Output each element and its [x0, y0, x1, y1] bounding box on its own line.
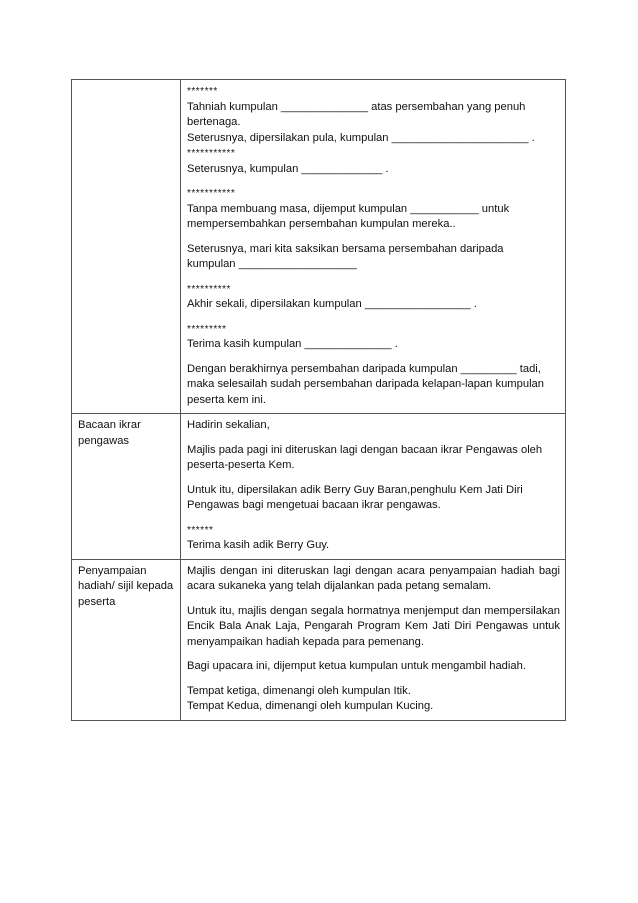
program-table [71, 79, 566, 721]
text-line: Hadirin sekalian, [187, 419, 270, 431]
separator-stars: *********** [187, 148, 236, 159]
text-line: Tanpa membuang masa, dijemput kumpulan ___________ untuk [187, 202, 510, 215]
text-line: Majlis pada pagi ini diteruskan lagi dengan bacaan ikrar Pengawas oleh [187, 443, 543, 456]
paragraph [187, 322, 560, 353]
paragraph [187, 362, 560, 409]
paragraph [187, 523, 560, 554]
text-line: Seterusnya, kumpulan _____________ . [187, 162, 389, 175]
text-line: Majlis dengan ini diteruskan lagi dengan acara penyampaian hadiah bagi acara sukaneka yang telah dijalankan pada petang semalam. [187, 564, 560, 592]
text-line: Untuk itu, dipersilakan adik Berry Guy Baran,penghulu Kem Jati Diri [187, 483, 523, 496]
text-line: Bagi upacara ini, dijemput ketua kumpulan untuk mengambil hadiah. [187, 660, 526, 672]
text-line: Terima kasih kumpulan ______________ . [187, 338, 398, 350]
paragraph [187, 443, 560, 474]
separator-stars: ****** [187, 524, 214, 536]
text-line: maka selesailah sudah persembahan daripada kelapan-lapan kumpulan [187, 378, 544, 390]
row-content-cell [181, 414, 566, 560]
table-row [72, 80, 566, 414]
paragraph [187, 659, 560, 675]
text-line: mempersembahkan persembahan kumpulan mereka.. [187, 218, 456, 230]
text-line: bertenaga. [187, 116, 241, 128]
text-line: Tahniah kumpulan ______________ atas persembahan yang penuh [187, 100, 526, 113]
text-line: Akhir sekali, dipersilakan kumpulan _________________ . [187, 298, 477, 310]
paragraph [187, 684, 560, 715]
separator-stars: ********* [187, 323, 227, 335]
paragraph [187, 483, 560, 514]
paragraph [187, 564, 560, 595]
text-line: Seterusnya, dipersilakan pula, kumpulan ______________________ . [187, 131, 535, 144]
text-line: Tempat Kedua, dimenangi oleh kumpulan Kucing. [187, 700, 434, 712]
separator-stars: ********** [187, 283, 231, 295]
row-content-cell [181, 80, 566, 414]
text-line: peserta-peserta Kem. [187, 459, 295, 471]
text-line: Dengan berakhirnya persembahan daripada kumpulan _________ tadi, [187, 362, 541, 375]
paragraph [187, 84, 560, 177]
text-line: peserta kem ini. [187, 393, 266, 406]
separator-stars: *********** [187, 188, 236, 199]
text-line: Seterusnya, mari kita saksikan bersama persembahan daripada [187, 242, 504, 255]
program-table-body [72, 80, 566, 721]
text-line: Pengawas bagi mengetuai bacaan ikrar pengawas. [187, 499, 441, 511]
row-content-cell [181, 559, 566, 720]
row-label-cell [72, 80, 181, 414]
text-line: kumpulan ___________________ [187, 258, 357, 270]
paragraph [187, 418, 560, 434]
row-label-cell: Penyampaian hadiah/ sijil kepada peserta [72, 559, 181, 720]
paragraph [187, 242, 560, 273]
separator-stars: ******* [187, 86, 218, 97]
paragraph [187, 186, 560, 233]
table-row [72, 559, 566, 720]
table-row [72, 414, 566, 560]
text-line: Terima kasih adik Berry Guy. [187, 539, 330, 551]
text-line: Untuk itu, majlis dengan segala hormatnya menjemput dan mempersilakan Encik Bala Anak Laja, Pengarah Program Kem Jati Diri Pengawas untuk menyampaikan hadiah kepada para pemenang. [187, 604, 560, 648]
text-line: Tempat ketiga, dimenangi oleh kumpulan Itik. [187, 684, 411, 697]
row-label-cell: Bacaan ikrar pengawas [72, 414, 181, 560]
paragraph [187, 282, 560, 313]
paragraph [187, 604, 560, 651]
